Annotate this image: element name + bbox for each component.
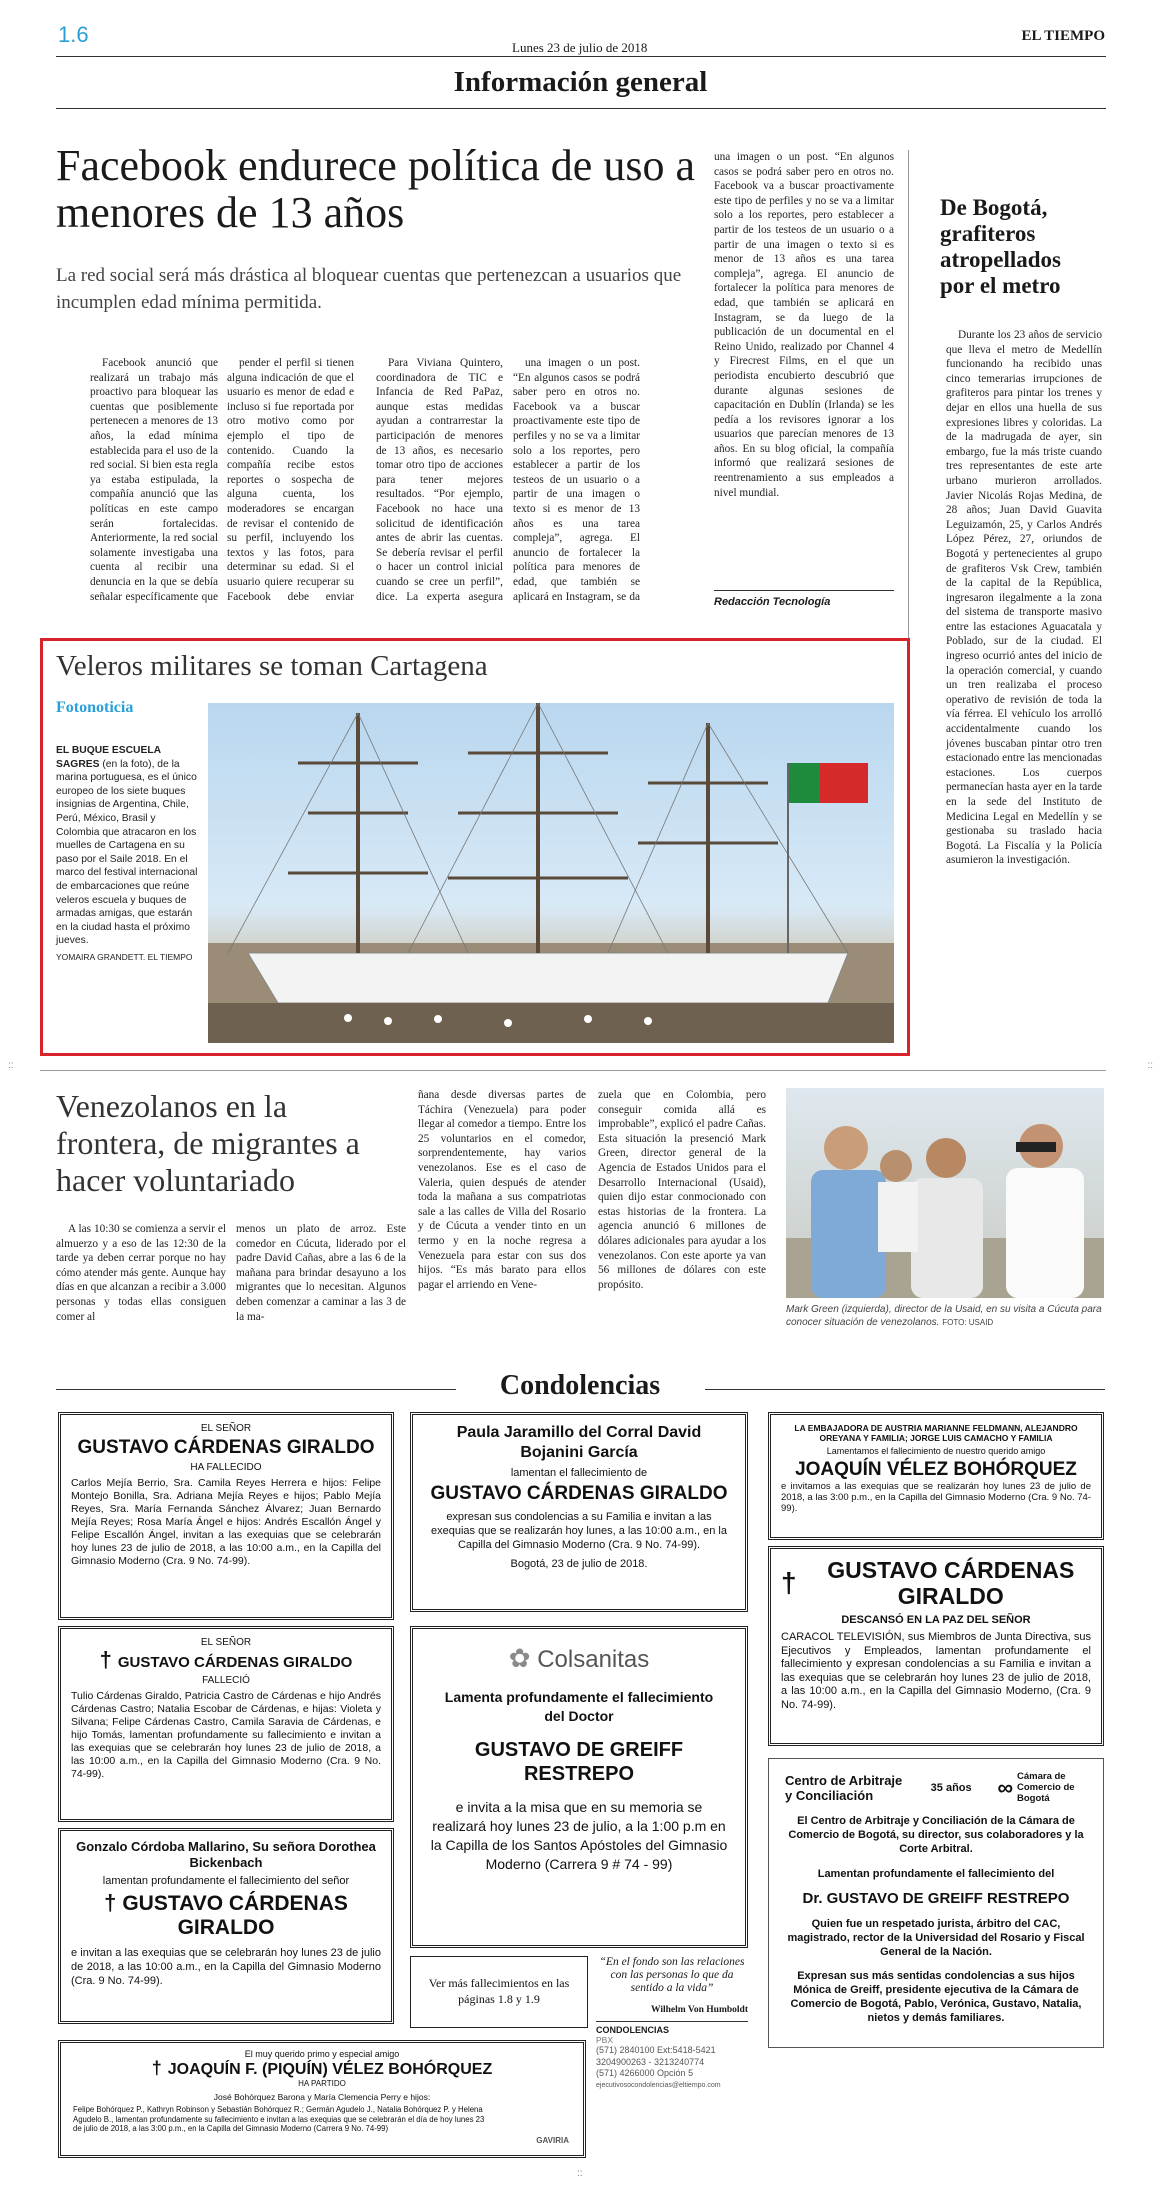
camara-p1: El Centro de Arbitraje y Conciliación de la Cámara de Comercio de Bogotá, su director, sus colaboradores y la Corte Arbitral.	[788, 1815, 1084, 1855]
caption-credit: YOMAIRA GRANDETT. EL TIEMPO	[56, 951, 193, 962]
notice-5-name: GUSTAVO DE GREIFF RESTREPO	[474, 1739, 684, 1785]
notice-11-line: José Bohórquez Barona y María Clemencia Perry e hijos:	[213, 2092, 431, 2102]
quote-author: Wilhelm Von Humboldt	[651, 2005, 748, 2015]
notice-8-sub: Lamentamos el fallecimiento de nuestro querido amigo	[826, 1446, 1046, 1456]
arbitraje-logo: Centro de Arbitraje y Conciliación	[785, 1772, 903, 1803]
condolencias-contact	[596, 1956, 748, 2106]
cross-icon: †	[104, 1890, 117, 1915]
issue-date: Lunes 23 de julio de 2018	[512, 40, 648, 55]
notice-8-pre: LA EMBAJADORA DE AUSTRIA MARIANNE FELDMANN, ALEJANDRO OREYANA Y FAMILIA; JORGE LUIS CAMACHO Y FAMILIA	[794, 1423, 1078, 1443]
notice-11-name: JOAQUÍN F. (PIQUÍN) VÉLEZ BOHÓRQUEZ	[167, 2061, 493, 2078]
notice-2-sub: FALLECIÓ	[202, 1675, 250, 1686]
gaviria-logo: GAVIRIA	[536, 2136, 569, 2145]
more-obituaries-box	[410, 1956, 588, 2028]
notice-9-name: GUSTAVO CÁRDENAS GIRALDO	[827, 1557, 1075, 1609]
condolence-notice-8	[768, 1412, 1104, 1540]
condolence-notice-caracol	[768, 1546, 1104, 1746]
condolence-notice-velez	[58, 2040, 586, 2158]
photo-feature-title: Veleros militares se toman Cartagena	[56, 650, 488, 682]
cross-icon: †	[99, 1647, 112, 1672]
lead-dek: La red social será más drástica al bloquear cuentas que pertenezcan a usuarios que incumplen edad mínima permitida.	[56, 265, 682, 313]
venezuela-col-4: zuela que en Colombia, pero conseguir comida allá es improbable”, explicó el padre Cañas. Esta situación la presenció Mark Green, director general de la Agencia de Estados Unidos para el Desarrollo Internacional (Usaid), quien dijo estar conmocionado con estas historias de la frontera. La agencia anunció 6 millones de dólares adicionales para ayudar a los venezolanos. Con este aporte ya van 56 millones de dólares con este propósito.	[598, 1089, 766, 1291]
notice-5-text: e invita a la misa que en su memoria se realizará hoy lunes 23 de julio, a la 1:00 p.m en la Capilla de los Santos Apóstoles del Gimnasio Moderno (Carrera 9 # 74 - 99)	[430, 1799, 728, 1872]
notice-4-pre: Paula Jaramillo del Corral David Bojanini García	[456, 1424, 702, 1461]
notice-5-pre: Lamenta profundamente el fallecimiento del Doctor	[444, 1689, 714, 1724]
sailing-ship-photo	[208, 703, 894, 1043]
humboldt-quote: “En el fondo son las relaciones con las personas lo que da sentido a la vida”	[599, 1956, 745, 1994]
sidebar-body: Durante los 23 años de servicio que lleva el metro de Medellín funcionando ha recibido unas cinco temerarias irrupciones de grafiteros para pintar los trenes y dejar en ellos una huella de sus expresiones libres y coloridas. La de la madrugada de ayer, sin embargo, fue la más triste cuando tres representantes de este arte urbano murieron arrollados. Javier Nicolás Rojas Medina, de 28 años; Juan David Guavita Leguizamón, 25, y Carlos Andrés López Pérez, 27, oriundos de Bogotá y pertenecientes al grupo de grafiteros Vsk Crew, también de la capital de la República, ingresaron ilegalmente a la zona del sistema de transporte masivo entre las estaciones Aguacatala y Poblado, sur de la ciudad. El ingreso ocurrió antes del inicio de la operación comercial, y cuando un tren realizaba el proceso operativo de revisión de toda la vía férrea. El vehículo los arrolló accidentalmente cuando los jóvenes buscaban pintar otro tren estacionado entre las mencionadas estaciones. Los cuerpos permanecían hasta ayer en la tarde en la sede del Instituto de Medicina Legal en Medellín y se gestionaba su traslado hacia Bogotá. La Fiscalía y la Policía asumieron la investigación.	[946, 329, 1102, 867]
green-photo-caption	[786, 1303, 1104, 1329]
notice-11-text: Felipe Bohórquez P., Kathryn Robinson y Sebastián Bohórquez R.; Germán Agudelo J., Natalia Bohórquez P. y Helena Agudelo B., lamentan profundamente su fallecimiento e invitan a las exequias que se celebrarán el día de hoy lunes 23 de julio de 2018, a las 3:00 p.m., en la Capilla del Gimnasio Moderno (Carrera 9 No. 74-99)	[73, 2105, 485, 2133]
green-visit-photo	[786, 1088, 1104, 1298]
camara-p3: Quien fue un respetado jurista, árbitro del CAC, magistrado, rector de la Universidad del Rosario y Fiscal General de la Nación.	[787, 1918, 1085, 1958]
condolence-notice-4	[410, 1412, 748, 1612]
lead-col-1: Facebook anunció que realizará un trabajo más proactivo para bloquear las cuentas que posiblemente pertenecen a menores de 13 años, la edad mínima establecida para el uso de la red social. Si bien esta regla ya estaba estipulada, la compañía anunció que las políticas en este campo serán fortalecidas. Anteriormente, la red social solamente investigaba una cuenta al recibir una denuncia en la que se debía señalar específicamente que	[90, 357, 218, 603]
notice-3-sub: lamentan profundamente el fallecimiento del señor	[102, 1875, 350, 1887]
notice-4-text: expresan sus condolencias a su Familia e invitan a las exequias que se realizarán hoy lunes, a las 10:00 a.m., en la Capilla del Gimnasio Moderno (Cra. 9 No. 74-99).	[431, 1511, 727, 1551]
notice-1-name: GUSTAVO CÁRDENAS GIRALDO	[77, 1437, 375, 1458]
contact-line: (571) 2840100 Ext:5418-5421	[596, 2045, 716, 2055]
notice-1-sub: HA FALLECIDO	[190, 1462, 262, 1473]
bottom-fold-marker: ::	[577, 2168, 583, 2179]
page-number: 1.6	[58, 22, 89, 47]
venezuela-headline: Venezolanos en la frontera, de migrantes a hacer voluntariado	[56, 1088, 360, 1198]
notice-8-name: JOAQUÍN VÉLEZ BOHÓRQUEZ	[795, 1459, 1077, 1480]
colsanitas-logo: Colsanitas	[537, 1646, 650, 1673]
contact-pbx: PBX	[596, 2035, 614, 2045]
newspaper-name: EL TIEMPO	[1021, 28, 1105, 44]
camara-logo-icon: ∞	[997, 1774, 1013, 1800]
caption-body: (en la foto), de la marina portuguesa, es el único europeo de los siete buques insignias de Argentina, Chile, Perú, México, Brasil y Colombia que atracaron en los muelles de Cartagena en su paso por el Saile 2018. En el marco del festival internacional de embarcaciones que reúne veleros escuela y buques de armadas amigas, que estarán en la ciudad hasta el próximo jueves.	[56, 758, 198, 947]
condolence-notice-2	[58, 1626, 394, 1822]
lead-col-4: una imagen o un post. “En algunos casos se podrá saber pero en otros no. Facebook va a buscar proactivamente este tipo de perfiles y no se va a limitar solo a los reportes, pero establecer a partir de los testeos de un usuario o a partir de una imagen o texto si es menor de 13 años es una tarea compleja”, agrega. El anuncio de fortalecer la política para menores de edad, que también se aplicará en Instagram, se da	[513, 357, 640, 603]
photo-feature-kicker: Fotonoticia	[56, 699, 134, 716]
venezuela-col-3: ñana desde diversas partes de Táchira (Venezuela) para poder llegar al comedor a tiempo. Entre los 25 voluntarios en el comedor, sorprendentemente, hay varios venezolanos. Ese es el caso de Valeria, quien después de atender toda la mañana a sus compatriotas sale a las calles de Villa del Rosario y de Cúcuta a vender tinto en un termo y en la noche regresa a Venezuela para estar con sus dos hijos. “Es más barato para ellos pagar el arriendo en Vene-	[418, 1089, 586, 1291]
cross-icon: †	[151, 2058, 162, 2078]
lead-credit: Redacción Tecnología	[714, 596, 831, 608]
condolencias-heading: Condolencias	[499, 1370, 661, 1401]
contact-label: CONDOLENCIAS	[596, 2021, 748, 2035]
contact-line: (571) 4266000 Opción 5	[596, 2068, 694, 2078]
condolence-notice-1	[58, 1412, 394, 1620]
venezuela-col-1: A las 10:30 se comienza a servir el almuerzo y a eso de las 12:30 de la tarde ya deben cerrar porque no hay cómo atender más gente. Aunque hay días en que alcanzan a recibir a 3.000 personas y todas ellas consiguen comer al	[56, 1223, 226, 1323]
more-obituaries-text: Ver más fallecimientos en las páginas 1.8 y 1.9	[428, 1976, 570, 2006]
caption-lead: EL BUQUE ESCUELA SAGRES	[56, 745, 161, 770]
notice-2-pre: EL SEÑOR	[200, 1637, 252, 1648]
fold-marker-right: ::	[1147, 1060, 1153, 1071]
notice-4-place: Bogotá, 23 de julio de 2018.	[510, 1558, 648, 1570]
notice-2-name: GUSTAVO CÁRDENAS GIRALDO	[117, 1654, 353, 1671]
green-caption-credit: FOTO: USAID	[942, 1318, 994, 1327]
lead-col-3: Para Viviana Quintero, coordinadora de TIC e Infancia de Red PaPaz, aunque estas medidas ayudan a contrarrestar la participación de menores de 13 años, es necesario tomar otro tipo de acciones para tener mejores resultados. “Por ejemplo, Facebook no hace una solicitud de identificación antes de abrir las cuentas. Se debería revisar el perfil o hacer un control inicial cuando se cree un perfil”, dice. La experta asegura	[376, 357, 503, 603]
lead-headline: Facebook endurece política de uso a menores de 13 años	[56, 141, 695, 237]
notice-4-sub: lamentan el fallecimiento de	[510, 1467, 648, 1479]
contact-line: 3204900263 - 3213240774	[596, 2056, 705, 2067]
lead-col-2: pender el perfil si tienen alguna indicación de que el usuario es menor de edad e incluso si fue reportada por otro motivo como por ejemplo el tipo de contenido. Cuando la compañía recibe estos reportes o sospecha de alguna cuenta, los moderadores se encargan de revisar el contenido de su perfil, incluyendo los textos y las fotos, para determinar su edad. Si el usuario quiere recuperar su Facebook debe enviar	[227, 357, 354, 603]
anniversary-badge: 35 años	[930, 1781, 972, 1794]
colsanitas-logo-icon: ✿	[508, 1643, 531, 1673]
notice-2-text: Tulio Cárdenas Giraldo, Patricia Castro de Cárdenas e hijo Andrés Cárdenas Castro; Natalia Escobar de Cárdenas, e hijas: Violeta y Silvana; Felipe Cárdenas Castro, Camila Saravia de Cárdenas, e hijo Tomás, lamentan profundamente su fallecimiento e invitan a las exequias que se celebrarán hoy lunes 23 de julio de 2018, a las 10:00 a.m., en la Capilla del Gimnasio Moderno (Cra. 9 No. 74-99).	[71, 1690, 381, 1780]
camara-p4: Expresan sus más sentidas condolencias a sus hijos Mónica de Greiff, presidente ejecutiva de la Cámara de Comercio de Bogotá, Pablo, Verónica, Gustavo, Natalia, nietos y demás familiares.	[790, 1970, 1082, 2024]
notice-3-text: e invitan a las exequias que se celebrarán hoy lunes 23 de julio de 2018, a las 10:00 a.m., en la Capilla del Gimnasio Moderno (Cra. 9 No. 74-99).	[71, 1947, 381, 1987]
condolence-notice-colsanitas	[410, 1626, 748, 1948]
notice-3-name: GUSTAVO CÁRDENAS GIRALDO	[122, 1892, 348, 1939]
section-title: Información general	[453, 66, 708, 98]
condolence-notice-3	[58, 1828, 394, 2024]
notice-1-pre: EL SEÑOR	[200, 1423, 252, 1434]
notice-1-text: Carlos Mejía Berrio, Sra. Camila Reyes Herrera e hijos: Felipe Montejo Bonilla, Sra. Adriana Mejía Reyes e hijos; Pablo Mejía Reyes, Sra. María Fernanda Sánchez Álvarez; Juan Bernardo Mejía Reyes; Rosa María Ángel e hijos: Andrés Escallón Ángel y Felipe Escallón Ángel, invitan a las exequias que se celebrarán hoy lunes 23 de julio de 2018, a las 10:00 a.m., en la Capilla del Gimnasio Moderno (Cra. 9 No. 74-99).	[71, 1477, 381, 1567]
camara-p2: Lamentan profundamente el fallecimiento del	[817, 1868, 1055, 1880]
notice-8-text: e invitamos a las exequias que se realizarán hoy lunes 23 de julio de 2018, a las 3:00 p.m., en la Capilla del Gimnasio Moderno (Cra. 9 No. 74-99).	[781, 1481, 1091, 1514]
contact-email: ejecutivosocondolencias@eltiempo.com	[596, 2081, 721, 2089]
fold-marker-left: ::	[8, 1060, 14, 1071]
lead-col-4b: una imagen o un post. “En algunos casos se podrá saber pero en otros no. Facebook va a buscar proactivamente este tipo de perfiles y no se va a limitar solo a los reportes, pero establecer a partir de los testeos de un usuario o a partir de una imagen o texto si es menor de 13 años es una tarea compleja”, agrega. El anuncio de fortalecer la política para menores de edad, que también se aplicará en Instagram, se da luego de la publicación de un documental en el Reino Unido, realizado por Channel 4 y Firecrest Films, en el que un periodista encubierto descubrió que durante algunas sesiones de capacitación en Dublín (Irlanda) se les pedía a los revisores ignorar a los usuarios que parecían menores de 13 años. En su blog oficial, la compañía informó que realizará sesiones de reentrenamiento a sus empleados a nivel mundial.	[714, 151, 894, 499]
venezuela-col-2: menos un plato de arroz. Este comedor en Cúcuta, liderado por el padre David Cañas, abre a las 6 de la mañana para brindar desayuno a los migrantes que lo necesitan. Algunos deben comenzar a caminar a las 3 de la ma-	[236, 1223, 406, 1323]
notice-9-text: CARACOL TELEVISIÓN, sus Miembros de Junta Directiva, sus Ejecutivos y Empleados, lamentan profundamente el fallecimiento y expresan condolencias a su Familia e invitan a las exequias que se celebrarán hoy lunes 23 de julio de 2018, a las 10:00 a.m., en la Capilla del Gimnasio Moderno, (Cra. 9 No. 74-99).	[781, 1631, 1091, 1711]
camara-logo: Cámara de Comercio de Bogotá	[1017, 1771, 1075, 1804]
sidebar-headline: De Bogotá, grafiteros atropellados por el metro	[940, 195, 1061, 298]
notice-9-sub: DESCANSÓ EN LA PAZ DEL SEÑOR	[841, 1614, 1031, 1626]
notice-11-sub: HA PARTIDO	[298, 2079, 346, 2088]
cross-icon: †	[781, 1567, 797, 1598]
camara-name: Dr. GUSTAVO DE GREIFF RESTREPO	[802, 1890, 1070, 1907]
green-caption-text: Mark Green (izquierda), director de la Usaid, en su visita a Cúcuta para conocer situación de venezolanos.	[786, 1304, 1102, 1328]
notice-11-pre: El muy querido primo y especial amigo	[244, 2049, 400, 2059]
notice-4-name: GUSTAVO CÁRDENAS GIRALDO	[430, 1483, 728, 1504]
notice-3-pre: Gonzalo Córdoba Mallarino, Su señora Dorothea Bickenbach	[76, 1839, 376, 1870]
condolence-notice-camara	[768, 1758, 1104, 2048]
photo-feature-caption	[56, 744, 199, 965]
